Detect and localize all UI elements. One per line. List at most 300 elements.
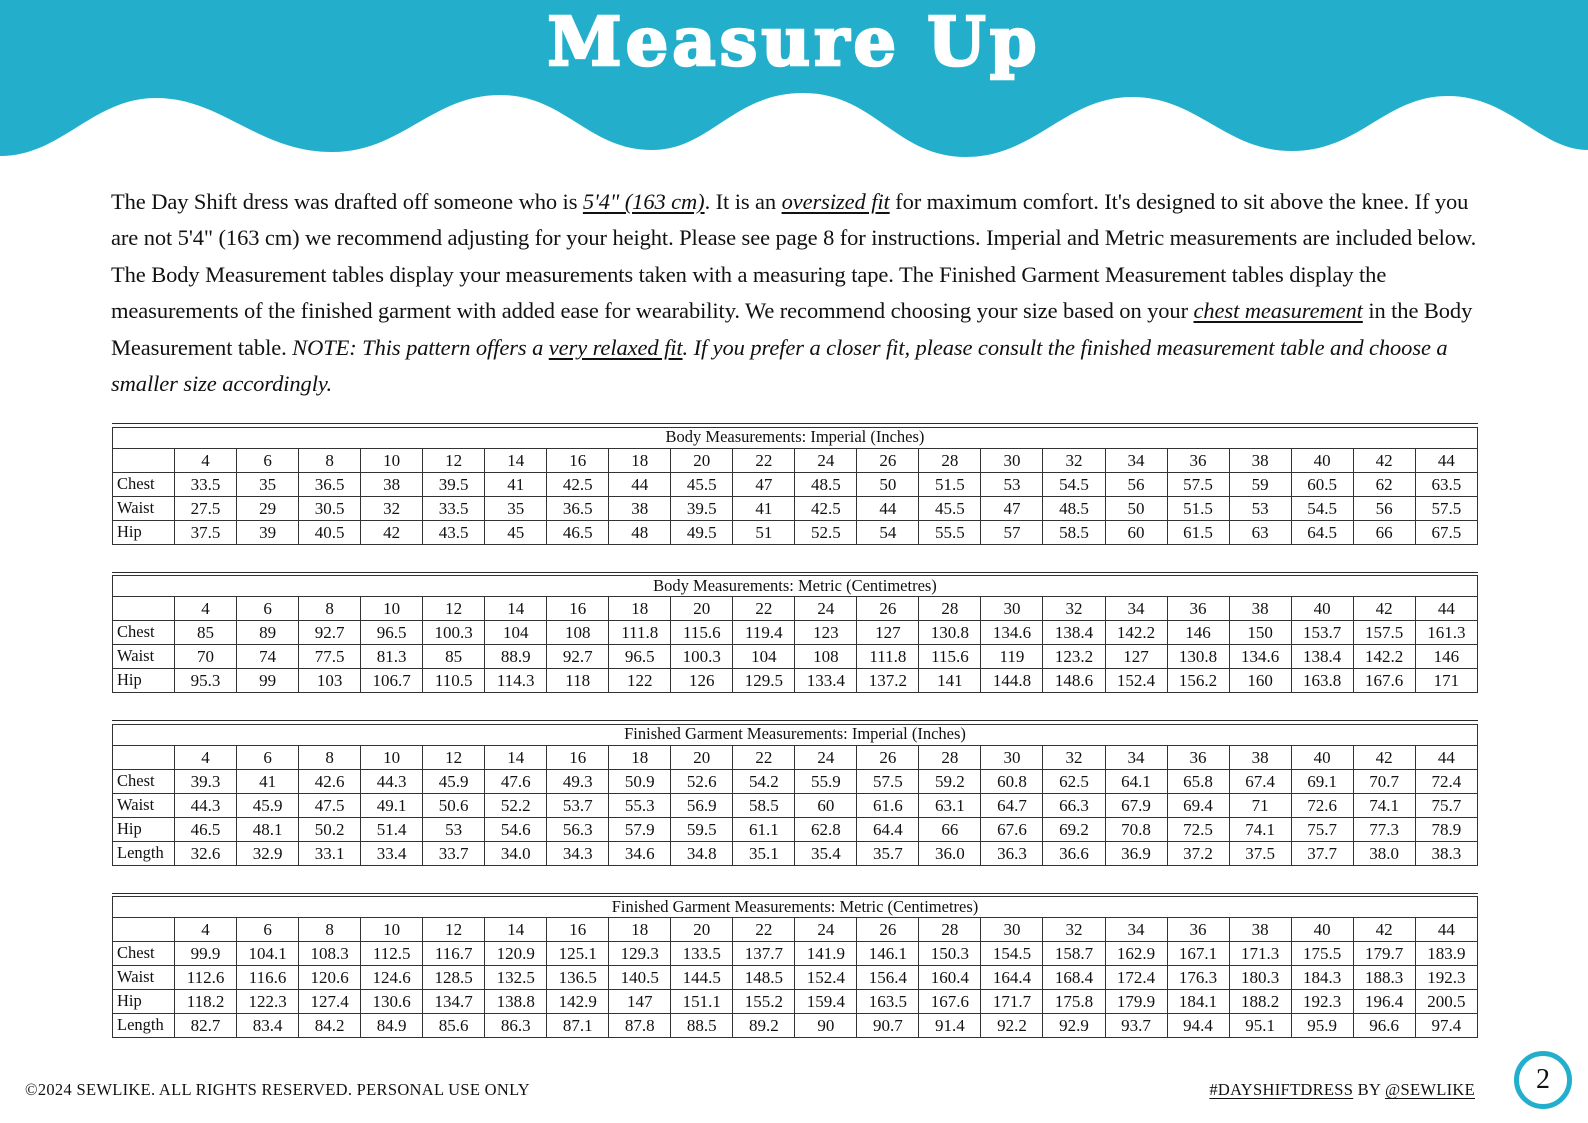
header-banner xyxy=(0,0,1588,180)
size-header-cell: 36 xyxy=(1167,918,1229,942)
table-cell: 53.7 xyxy=(547,793,609,817)
table-cell: 35.7 xyxy=(857,841,919,865)
table-cell: 49.5 xyxy=(671,520,733,544)
table-cell: 48.1 xyxy=(237,817,299,841)
size-header-cell: 20 xyxy=(671,448,733,472)
table-cell: 152.4 xyxy=(795,966,857,990)
table-cell: 67.6 xyxy=(981,817,1043,841)
row-label: Waist xyxy=(113,793,175,817)
table-cell: 55.5 xyxy=(919,520,981,544)
table-cell: 129.5 xyxy=(733,669,795,693)
size-header-cell: 38 xyxy=(1229,745,1291,769)
size-header-cell: 20 xyxy=(671,745,733,769)
table-cell: 108 xyxy=(547,621,609,645)
table-cell: 124.6 xyxy=(361,966,423,990)
size-header-cell: 10 xyxy=(361,745,423,769)
table-cell: 167.6 xyxy=(1353,669,1415,693)
table-cell: 115.6 xyxy=(671,621,733,645)
table-cell: 62.5 xyxy=(1043,769,1105,793)
table-cell: 60.5 xyxy=(1291,472,1353,496)
size-header-cell: 40 xyxy=(1291,918,1353,942)
table-row xyxy=(113,520,1478,544)
table-row xyxy=(113,966,1478,990)
size-header-cell: 10 xyxy=(361,918,423,942)
size-header-cell: 28 xyxy=(919,745,981,769)
table-cell: 92.9 xyxy=(1043,1014,1105,1038)
table-cell: 150.3 xyxy=(919,942,981,966)
measurement-table xyxy=(112,572,1478,694)
size-header-cell: 24 xyxy=(795,918,857,942)
size-header-cell: 14 xyxy=(485,597,547,621)
table-cell: 42.5 xyxy=(547,472,609,496)
table-cell: 44.3 xyxy=(361,769,423,793)
table-cell: 71 xyxy=(1229,793,1291,817)
table-cell: 37.7 xyxy=(1291,841,1353,865)
table-cell: 141 xyxy=(919,669,981,693)
table-title-row xyxy=(113,576,1478,597)
table-row xyxy=(113,496,1478,520)
table-cell: 36.6 xyxy=(1043,841,1105,865)
table-cell: 146 xyxy=(1415,645,1477,669)
row-label: Chest xyxy=(113,472,175,496)
table-cell: 92.7 xyxy=(299,621,361,645)
size-header-cell: 36 xyxy=(1167,448,1229,472)
table-cell: 32.9 xyxy=(237,841,299,865)
table-cell: 96.5 xyxy=(361,621,423,645)
size-header-cell: 30 xyxy=(981,448,1043,472)
table-cell: 150 xyxy=(1229,621,1291,645)
table-cell: 88.9 xyxy=(485,645,547,669)
table-cell: 184.1 xyxy=(1167,990,1229,1014)
size-header-cell: 18 xyxy=(609,597,671,621)
table-row xyxy=(113,472,1478,496)
table-cell: 56.9 xyxy=(671,793,733,817)
table-cell: 134.6 xyxy=(1229,645,1291,669)
corner-cell xyxy=(113,918,175,942)
table-cell: 34.8 xyxy=(671,841,733,865)
table-cell: 104 xyxy=(733,645,795,669)
size-header-cell: 4 xyxy=(175,745,237,769)
table-cell: 57.5 xyxy=(1167,472,1229,496)
size-header-cell: 22 xyxy=(733,745,795,769)
size-header-cell: 38 xyxy=(1229,597,1291,621)
size-header-cell: 42 xyxy=(1353,448,1415,472)
size-header-cell: 34 xyxy=(1105,745,1167,769)
table-cell: 54.2 xyxy=(733,769,795,793)
table-cell: 136.5 xyxy=(547,966,609,990)
table-cell: 154.5 xyxy=(981,942,1043,966)
table-cell: 184.3 xyxy=(1291,966,1353,990)
size-header-cell: 30 xyxy=(981,597,1043,621)
table-cell: 35.4 xyxy=(795,841,857,865)
size-header-cell: 40 xyxy=(1291,448,1353,472)
table-cell: 58.5 xyxy=(733,793,795,817)
measurement-table-grid xyxy=(112,896,1478,1038)
size-header-row xyxy=(113,918,1478,942)
table-row xyxy=(113,645,1478,669)
table-cell: 75.7 xyxy=(1415,793,1477,817)
row-label: Hip xyxy=(113,990,175,1014)
size-header-cell: 28 xyxy=(919,448,981,472)
intro-segment: very relaxed fit xyxy=(548,334,683,360)
table-cell: 83.4 xyxy=(237,1014,299,1038)
size-header-cell: 8 xyxy=(299,918,361,942)
table-cell: 87.1 xyxy=(547,1014,609,1038)
table-cell: 45.9 xyxy=(237,793,299,817)
table-cell: 59.2 xyxy=(919,769,981,793)
table-title: Finished Garment Measurements: Metric (Centimetres) xyxy=(113,897,1478,918)
table-cell: 147 xyxy=(609,990,671,1014)
table-cell: 50.2 xyxy=(299,817,361,841)
table-cell: 130.8 xyxy=(919,621,981,645)
size-header-cell: 4 xyxy=(175,597,237,621)
size-header-cell: 12 xyxy=(423,448,485,472)
table-cell: 86.3 xyxy=(485,1014,547,1038)
table-cell: 157.5 xyxy=(1353,621,1415,645)
table-cell: 54.5 xyxy=(1291,496,1353,520)
table-cell: 37.5 xyxy=(175,520,237,544)
table-cell: 138.8 xyxy=(485,990,547,1014)
table-cell: 56 xyxy=(1105,472,1167,496)
size-header-row xyxy=(113,745,1478,769)
size-header-cell: 26 xyxy=(857,597,919,621)
table-cell: 40.5 xyxy=(299,520,361,544)
table-cell: 163.8 xyxy=(1291,669,1353,693)
table-cell: 144.5 xyxy=(671,966,733,990)
table-cell: 37.2 xyxy=(1167,841,1229,865)
table-cell: 146.1 xyxy=(857,942,919,966)
table-title-row xyxy=(113,427,1478,448)
table-cell: 55.3 xyxy=(609,793,671,817)
size-header-cell: 12 xyxy=(423,597,485,621)
table-cell: 63.5 xyxy=(1415,472,1477,496)
size-header-cell: 6 xyxy=(237,918,299,942)
intro-segment: chest measurement xyxy=(1193,298,1363,324)
table-cell: 119 xyxy=(981,645,1043,669)
table-title-row xyxy=(113,897,1478,918)
table-cell: 56 xyxy=(1353,496,1415,520)
size-header-cell: 6 xyxy=(237,448,299,472)
size-header-cell: 18 xyxy=(609,918,671,942)
table-cell: 43.5 xyxy=(423,520,485,544)
size-header-row xyxy=(113,448,1478,472)
table-cell: 70 xyxy=(175,645,237,669)
hashtag-link[interactable]: #DAYSHIFTDRESS xyxy=(1209,1080,1354,1099)
table-cell: 111.8 xyxy=(609,621,671,645)
handle-link[interactable]: @SEWLIKE xyxy=(1385,1080,1475,1099)
credits-text xyxy=(1209,1080,1475,1100)
table-cell: 60 xyxy=(795,793,857,817)
table-cell: 54 xyxy=(857,520,919,544)
size-header-cell: 10 xyxy=(361,448,423,472)
table-title-row xyxy=(113,724,1478,745)
size-header-cell: 28 xyxy=(919,918,981,942)
table-cell: 127.4 xyxy=(299,990,361,1014)
size-header-cell: 22 xyxy=(733,597,795,621)
table-cell: 47.6 xyxy=(485,769,547,793)
row-label: Length xyxy=(113,1014,175,1038)
table-cell: 38.3 xyxy=(1415,841,1477,865)
table-cell: 45.5 xyxy=(671,472,733,496)
table-cell: 156.4 xyxy=(857,966,919,990)
table-cell: 44.3 xyxy=(175,793,237,817)
table-cell: 140.5 xyxy=(609,966,671,990)
table-cell: 53 xyxy=(1229,496,1291,520)
intro-segment: NOTE: This pattern offers a xyxy=(292,334,549,360)
table-cell: 92.7 xyxy=(547,645,609,669)
table-cell: 137.7 xyxy=(733,942,795,966)
corner-cell xyxy=(113,597,175,621)
table-cell: 32.6 xyxy=(175,841,237,865)
size-header-cell: 26 xyxy=(857,918,919,942)
table-cell: 47 xyxy=(733,472,795,496)
table-cell: 29 xyxy=(237,496,299,520)
size-header-cell: 42 xyxy=(1353,597,1415,621)
size-header-cell: 16 xyxy=(547,597,609,621)
size-header-cell: 32 xyxy=(1043,597,1105,621)
row-label: Waist xyxy=(113,496,175,520)
size-header-cell: 8 xyxy=(299,597,361,621)
table-cell: 142.2 xyxy=(1353,645,1415,669)
table-cell: 69.2 xyxy=(1043,817,1105,841)
table-cell: 155.2 xyxy=(733,990,795,1014)
table-cell: 61.1 xyxy=(733,817,795,841)
size-header-cell: 28 xyxy=(919,597,981,621)
table-cell: 70.7 xyxy=(1353,769,1415,793)
table-cell: 129.3 xyxy=(609,942,671,966)
corner-cell xyxy=(113,745,175,769)
table-cell: 196.4 xyxy=(1353,990,1415,1014)
table-cell: 60.8 xyxy=(981,769,1043,793)
table-cell: 88.5 xyxy=(671,1014,733,1038)
credits-by-text: BY xyxy=(1353,1080,1385,1099)
table-cell: 59.5 xyxy=(671,817,733,841)
table-cell: 85 xyxy=(423,645,485,669)
table-cell: 45 xyxy=(485,520,547,544)
table-cell: 142.2 xyxy=(1105,621,1167,645)
table-row xyxy=(113,1014,1478,1038)
row-label: Chest xyxy=(113,621,175,645)
row-label: Chest xyxy=(113,942,175,966)
row-label: Waist xyxy=(113,645,175,669)
size-header-cell: 20 xyxy=(671,918,733,942)
size-header-cell: 44 xyxy=(1415,597,1477,621)
table-cell: 50.9 xyxy=(609,769,671,793)
table-row xyxy=(113,769,1478,793)
table-cell: 116.7 xyxy=(423,942,485,966)
table-cell: 35.1 xyxy=(733,841,795,865)
table-cell: 45.9 xyxy=(423,769,485,793)
measurement-table xyxy=(112,720,1478,866)
table-cell: 64.5 xyxy=(1291,520,1353,544)
size-header-cell: 4 xyxy=(175,448,237,472)
table-cell: 27.5 xyxy=(175,496,237,520)
table-cell: 35 xyxy=(485,496,547,520)
table-cell: 62.8 xyxy=(795,817,857,841)
table-cell: 67.9 xyxy=(1105,793,1167,817)
table-cell: 112.5 xyxy=(361,942,423,966)
table-row xyxy=(113,669,1478,693)
intro-segment: oversized fit xyxy=(781,189,890,214)
table-cell: 183.9 xyxy=(1415,942,1477,966)
table-cell: 133.4 xyxy=(795,669,857,693)
table-cell: 57.9 xyxy=(609,817,671,841)
table-cell: 37.5 xyxy=(1229,841,1291,865)
intro-segment: for maximum comfort. It's designed to sit above the knee. If you are not 5'4" (163 cm) we recommend adjusting for your height. Please see page 8 for instructions. Imperial and Metric measurements are included below. The Body Measurement tables display your measurements taken with a measuring tape. The Finished Garment Measurement tables display the measurements of the finished garment with added ease for wearability. We recommend choosing your size based on your xyxy=(111,189,1477,324)
table-cell: 53 xyxy=(981,472,1043,496)
size-header-cell: 38 xyxy=(1229,448,1291,472)
table-cell: 47 xyxy=(981,496,1043,520)
size-header-cell: 24 xyxy=(795,745,857,769)
table-cell: 72.6 xyxy=(1291,793,1353,817)
table-cell: 153.7 xyxy=(1291,621,1353,645)
table-cell: 158.7 xyxy=(1043,942,1105,966)
table-cell: 33.7 xyxy=(423,841,485,865)
table-cell: 64.7 xyxy=(981,793,1043,817)
table-cell: 120.6 xyxy=(299,966,361,990)
size-header-cell: 30 xyxy=(981,745,1043,769)
table-cell: 36.5 xyxy=(299,472,361,496)
table-cell: 167.1 xyxy=(1167,942,1229,966)
table-cell: 126 xyxy=(671,669,733,693)
size-header-cell: 34 xyxy=(1105,597,1167,621)
table-cell: 36.9 xyxy=(1105,841,1167,865)
table-cell: 128.5 xyxy=(423,966,485,990)
table-cell: 42.5 xyxy=(795,496,857,520)
table-cell: 74 xyxy=(237,645,299,669)
measurement-table-grid xyxy=(112,724,1478,866)
size-header-cell: 30 xyxy=(981,918,1043,942)
table-cell: 180.3 xyxy=(1229,966,1291,990)
size-header-cell: 4 xyxy=(175,918,237,942)
table-cell: 114.3 xyxy=(485,669,547,693)
table-cell: 148.5 xyxy=(733,966,795,990)
table-cell: 160 xyxy=(1229,669,1291,693)
table-cell: 77.5 xyxy=(299,645,361,669)
table-cell: 89.2 xyxy=(733,1014,795,1038)
table-cell: 51 xyxy=(733,520,795,544)
table-cell: 112.6 xyxy=(175,966,237,990)
size-header-cell: 36 xyxy=(1167,597,1229,621)
table-cell: 132.5 xyxy=(485,966,547,990)
size-header-cell: 8 xyxy=(299,745,361,769)
table-cell: 48.5 xyxy=(795,472,857,496)
table-cell: 62 xyxy=(1353,472,1415,496)
table-cell: 39.3 xyxy=(175,769,237,793)
table-cell: 67.4 xyxy=(1229,769,1291,793)
table-cell: 188.2 xyxy=(1229,990,1291,1014)
table-cell: 118.2 xyxy=(175,990,237,1014)
table-cell: 96.6 xyxy=(1353,1014,1415,1038)
table-cell: 85 xyxy=(175,621,237,645)
table-cell: 36.0 xyxy=(919,841,981,865)
size-header-cell: 18 xyxy=(609,448,671,472)
table-cell: 127 xyxy=(857,621,919,645)
table-cell: 130.8 xyxy=(1167,645,1229,669)
table-cell: 133.5 xyxy=(671,942,733,966)
table-cell: 119.4 xyxy=(733,621,795,645)
table-cell: 108 xyxy=(795,645,857,669)
table-cell: 93.7 xyxy=(1105,1014,1167,1038)
table-cell: 42.6 xyxy=(299,769,361,793)
table-cell: 171.3 xyxy=(1229,942,1291,966)
size-header-cell: 6 xyxy=(237,597,299,621)
table-cell: 192.3 xyxy=(1415,966,1477,990)
size-header-cell: 24 xyxy=(795,448,857,472)
size-header-cell: 16 xyxy=(547,918,609,942)
table-cell: 61.6 xyxy=(857,793,919,817)
size-header-cell: 32 xyxy=(1043,448,1105,472)
table-cell: 92.2 xyxy=(981,1014,1043,1038)
table-cell: 103 xyxy=(299,669,361,693)
table-cell: 53 xyxy=(423,817,485,841)
table-cell: 54.5 xyxy=(1043,472,1105,496)
table-cell: 67.5 xyxy=(1415,520,1477,544)
table-cell: 163.5 xyxy=(857,990,919,1014)
size-header-cell: 36 xyxy=(1167,745,1229,769)
table-cell: 138.4 xyxy=(1043,621,1105,645)
table-cell: 162.9 xyxy=(1105,942,1167,966)
table-cell: 44 xyxy=(609,472,671,496)
table-cell: 30.5 xyxy=(299,496,361,520)
table-cell: 100.3 xyxy=(423,621,485,645)
size-header-cell: 44 xyxy=(1415,448,1477,472)
table-cell: 106.7 xyxy=(361,669,423,693)
table-cell: 188.3 xyxy=(1353,966,1415,990)
table-cell: 85.6 xyxy=(423,1014,485,1038)
table-cell: 66 xyxy=(919,817,981,841)
table-cell: 172.4 xyxy=(1105,966,1167,990)
table-cell: 48 xyxy=(609,520,671,544)
size-header-cell: 42 xyxy=(1353,918,1415,942)
table-cell: 64.4 xyxy=(857,817,919,841)
table-cell: 171.7 xyxy=(981,990,1043,1014)
table-cell: 91.4 xyxy=(919,1014,981,1038)
table-cell: 77.3 xyxy=(1353,817,1415,841)
table-cell: 167.6 xyxy=(919,990,981,1014)
table-cell: 134.6 xyxy=(981,621,1043,645)
table-cell: 41 xyxy=(237,769,299,793)
table-cell: 41 xyxy=(733,496,795,520)
size-header-cell: 14 xyxy=(485,745,547,769)
table-cell: 123 xyxy=(795,621,857,645)
table-cell: 122 xyxy=(609,669,671,693)
size-header-cell: 42 xyxy=(1353,745,1415,769)
intro-segment: 5'4" (163 cm) xyxy=(582,189,705,214)
table-cell: 41 xyxy=(485,472,547,496)
table-cell: 34.3 xyxy=(547,841,609,865)
table-cell: 175.8 xyxy=(1043,990,1105,1014)
size-header-cell: 22 xyxy=(733,918,795,942)
row-label: Length xyxy=(113,841,175,865)
copyright-text: ©2024 SEWLIKE. ALL RIGHTS RESERVED. PERSONAL USE ONLY xyxy=(25,1080,531,1099)
table-cell: 74.1 xyxy=(1229,817,1291,841)
size-header-cell: 38 xyxy=(1229,918,1291,942)
intro-segment: The Day Shift dress was drafted off someone who is xyxy=(111,189,583,214)
table-cell: 51.5 xyxy=(919,472,981,496)
size-header-cell: 16 xyxy=(547,448,609,472)
table-cell: 65.8 xyxy=(1167,769,1229,793)
table-cell: 200.5 xyxy=(1415,990,1477,1014)
table-cell: 152.4 xyxy=(1105,669,1167,693)
table-cell: 50 xyxy=(1105,496,1167,520)
size-header-cell: 40 xyxy=(1291,597,1353,621)
table-cell: 36.3 xyxy=(981,841,1043,865)
table-cell: 95.1 xyxy=(1229,1014,1291,1038)
table-cell: 39 xyxy=(237,520,299,544)
size-header-cell: 44 xyxy=(1415,918,1477,942)
size-header-cell: 14 xyxy=(485,918,547,942)
